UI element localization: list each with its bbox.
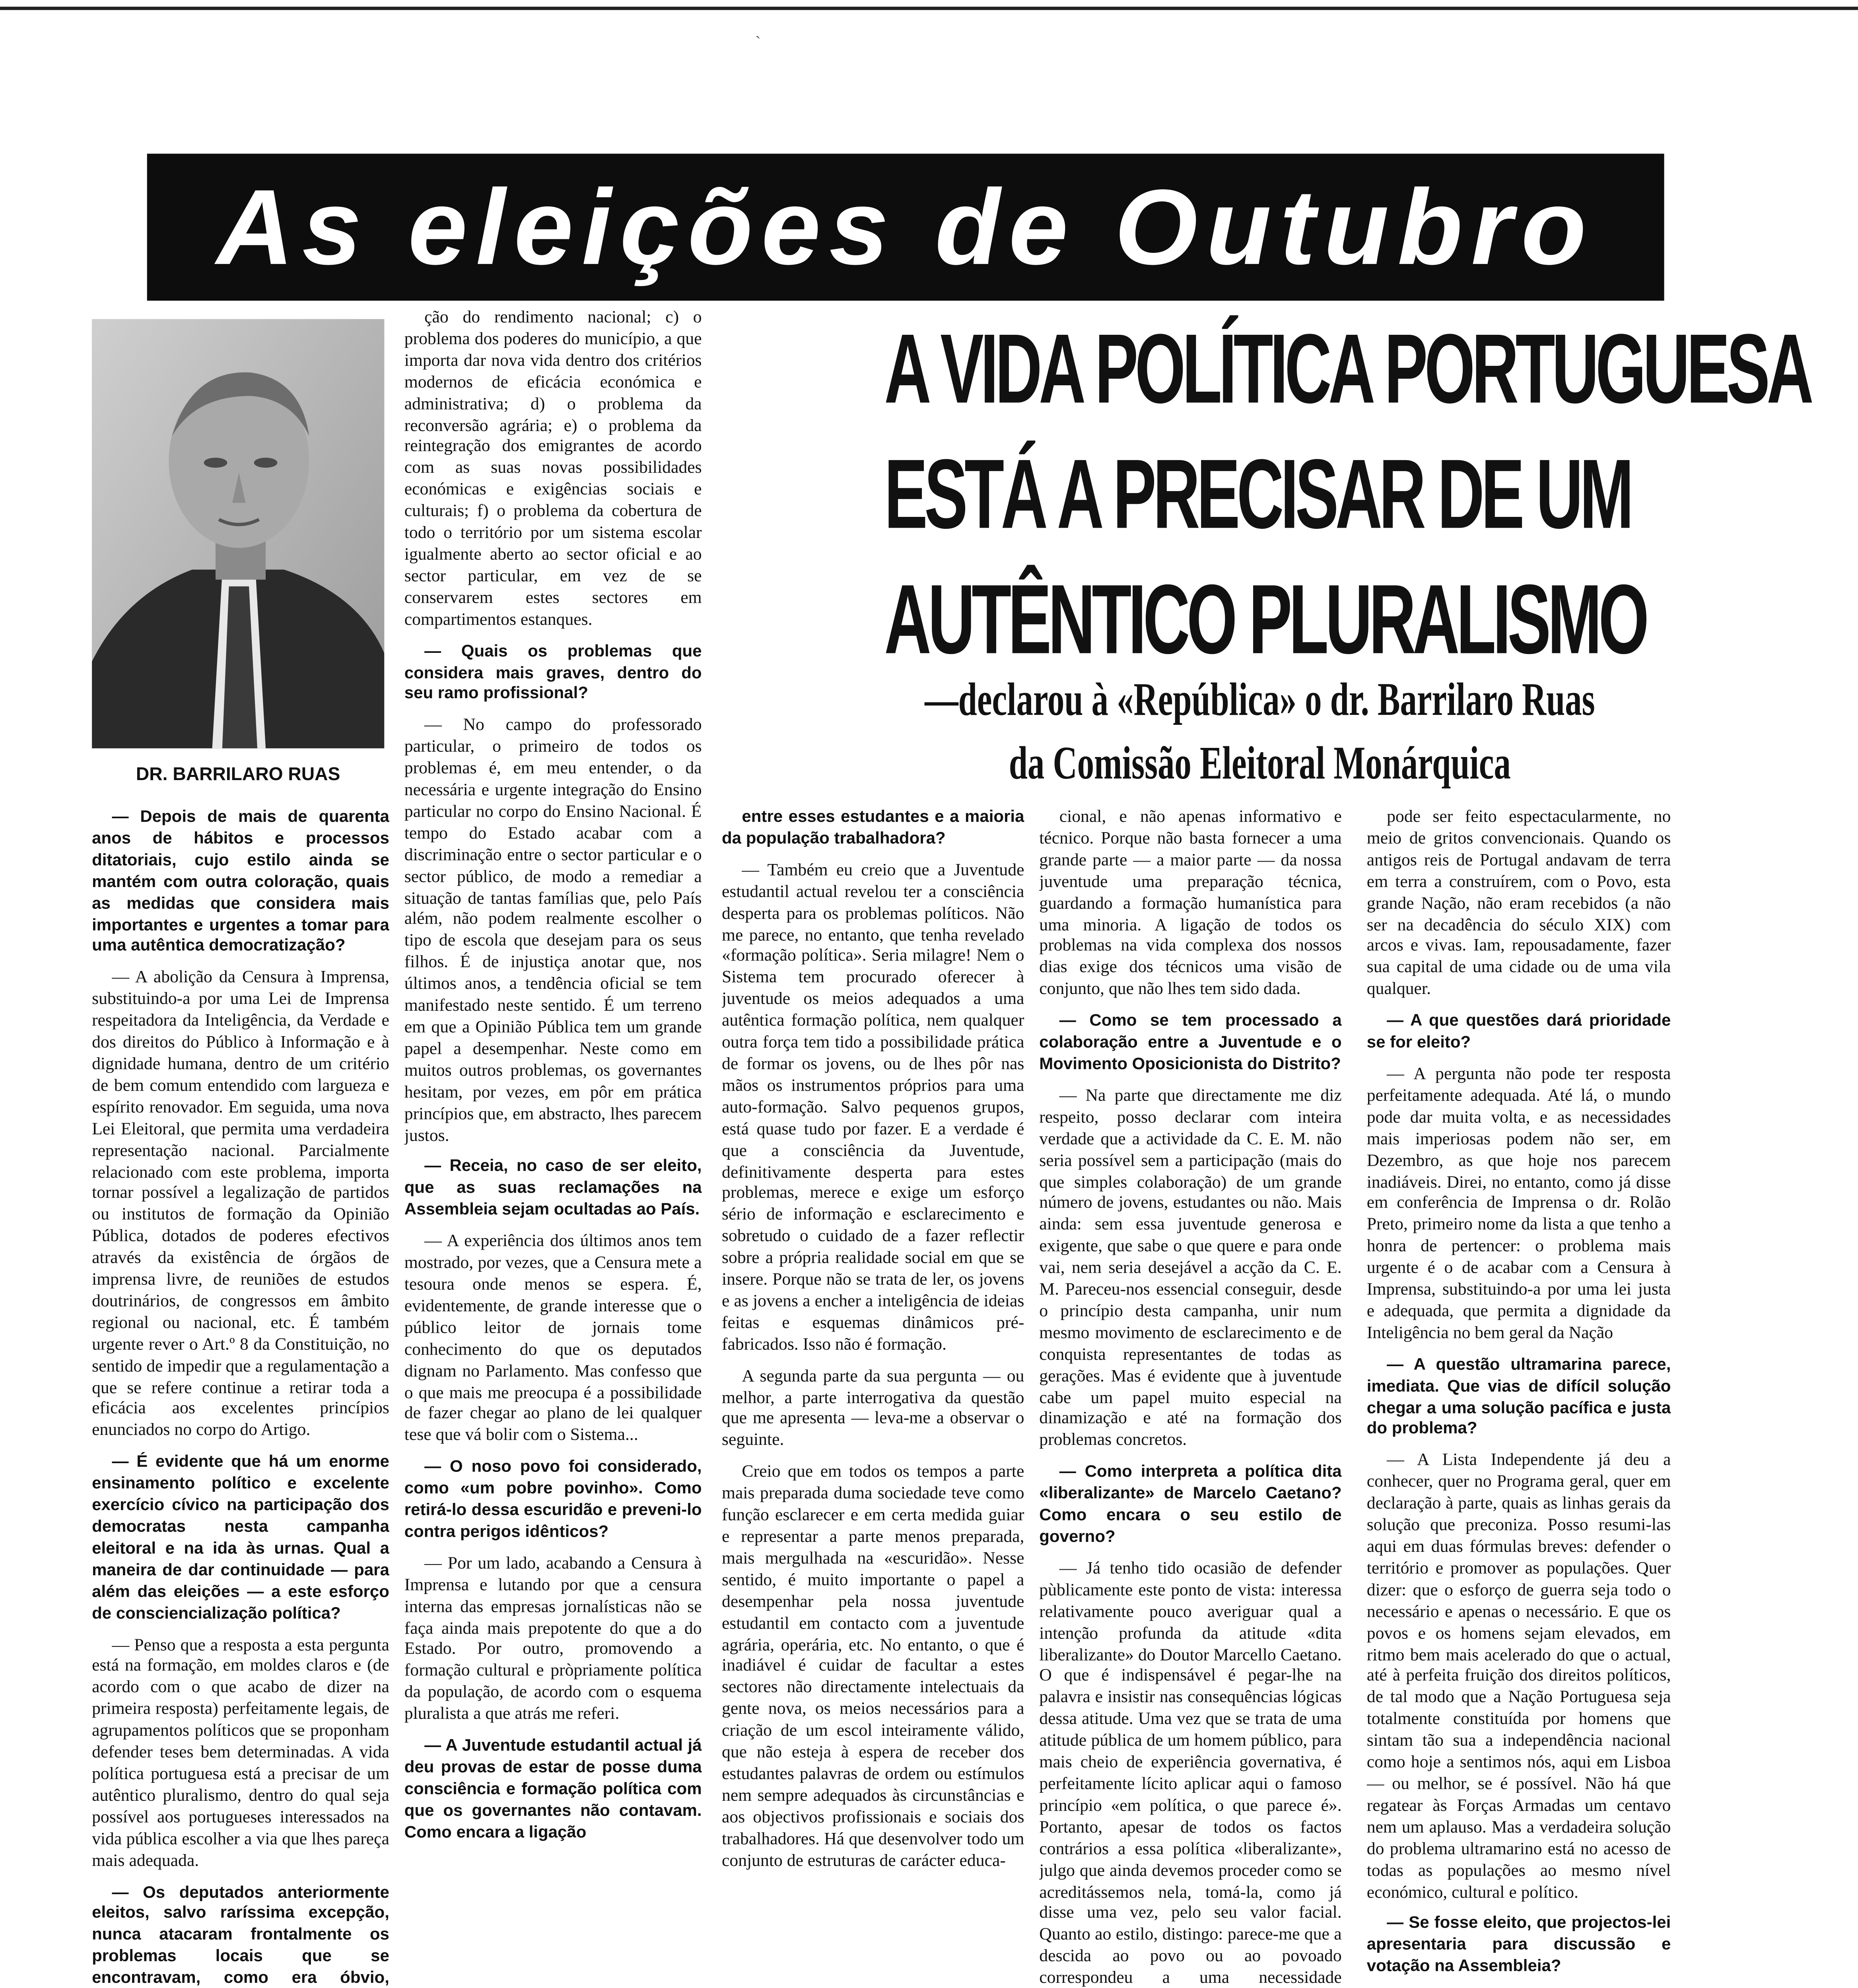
interview-question: — A questão ultramarina parece, imediata. Que vias de difícil solução chegar a uma solução pacífica e justa do problema? (1366, 1356, 1671, 1439)
article-paragraph: ção do rendimento nacional; c) o problema dos poderes do município, a que importa dar nova vida dentro dos critérios modernos de eficácia económica e administrativa; d) o problema da reconversão agrária; e) o problema da reintegração dos emigrantes de acordo com as suas novas possibilidades económicas e exigências sociais e culturais; f) o problema da cobertura de todo o território por um sistema escolar igualmente aberto ao sector oficial e ao sector particular, em vez de se conservarem estes sectores em compartimentos estanques. (404, 309, 702, 629)
portrait-photo (92, 319, 384, 748)
article-paragraph: Creio que em todos os tempos a parte mais preparada duma sociedade teve como função esclarecer e em certa medida guiar e representar a parte menos preparada, mais mergulhada na «escuridão». Nesse sentido, é muito importante o papel a desempenhar pela nossa juventude estudantil em contacto com a juventude agrária, operária, etc. No entanto, o que é inadiável é cuidar de facultar a estes sectores não directamente intelectuais da gente nova, os meios necessários para a criação de um escol inteiramente válido, que não esteja à espera de receber dos estudantes palavras de ordem ou estímulos nem sempre adequados às circunstâncias e aos objectivos profissionais e sociais dos trabalhadores. Há que desenvolver todo um conjunto de estruturas de carácter educa- (722, 1464, 1024, 1870)
article-paragraph: — A experiência dos últimos anos tem mostrado, por vezes, que a Censura mete a tesoura onde menos se espera. É, evidentemente, de grande interesse que o público leitor de jornais tome conhecimento do que os deputados dignam no Parlamento. Mas confesso que o que mais me preocupa é a possibilidade de fazer chegar ao plano de lei qualquer tese que vá bolir com o Sistema... (404, 1233, 702, 1446)
headline-line-1: A VIDA POLÍTICA PORTUGUESA (884, 314, 1811, 425)
photo-caption: DR. BARRILARO RUAS (136, 765, 340, 785)
interview-question: — O noso povo foi considerado, como «um pobre povinho». Como retirá-lo dessa escuridão e preveni-lo contra perigos idênticos? (404, 1458, 702, 1542)
article-paragraph: — A Lista Independente já deu a conhecer, quer no Programa geral, quer em declaração à parte, quais as linhas gerais da solução que preconiza. Posso resumi-las aqui em duas fórmulas breves: defender o território e promover as populações. Quer dizer: que o esforço de guerra seja todo o necessário e apenas o necessário. E que os povos e os homens sejam elevados, em ritmo bem mais acelerado do que o actual, até à perfeita fruição dos direitos políticos, de tal modo que a Nação Portuguesa seja totalmente constituída por homens que sintam tão sua a independência nacional como hoje a sentimos nós, aqui em Lisboa — ou melhor, se é possível. Não há que regatear às Forças Armadas um centavo nem um aplauso. Mas a verdadeira solução do problema ultramarino está no acesso de todas as populações ao mesmo nível económico, cultural e político. (1366, 1452, 1671, 1902)
article-paragraph: A segunda parte da sua pergunta — ou melhor, a parte interrogativa da questão que me apresenta — leva-me a observar o seguinte. (722, 1367, 1024, 1451)
article-paragraph: — A abolição da Censura à Imprensa, substituindo-a por uma Lei de Imprensa respeitadora da Inteligência, da Verdade e dos direitos do Público à Informação e à dignidade humana, dentro de um critério de bem comum entendido com largueza e espírito renovador. Em seguida, uma nova Lei Eleitoral, que permita uma verdadeira representação nacional. Parcialmente relacionado com este problema, importa tornar possível a legalização de partidos ou institutos de formação da Opinião Pública, dotados de poderes efectivos através da existência de órgãos de imprensa livre, de reuniões de estudos doutrinários, de congressos em âmbito regional ou nacional, etc. É também urgente rever o Art.º 8 da Constituição, no sentido de impedir que a regulamentação a que se refere continue a retirar toda a eficácia aos excelentes princípios enunciados no corpo do Artigo. (92, 969, 389, 1441)
article-paragraph: — Já tenho tido ocasião de defender pùblicamente este ponto de vista: interessa relativamente pouco averiguar qual a intenção profunda da atitude «dita liberalizante» do Doutor Marcello Caetano. O que é indispensável é pegar-lhe na palavra e insistir nas consequências lógicas dessa atitude. Uma vez que se trata de uma atitude pública de um homem público, para mais cheio de experiência governativa, é perfeitamente lícito aplicar aqui o famoso princípio «em política, o que parece é». Portanto, apesar de todos os factos contrários a essa política «liberalizante», julgo que ainda devemos proceder como se acreditássemos nela, tomá-la, como já disse uma vez, pelo seu valor facial. Quanto ao estilo, distingo: parece-me que a descida ao povo ou ao povoado correspondeu a uma necessidade (1039, 1560, 1342, 1988)
interview-question: — Os deputados anteriormente eleitos, salvo raríssima excepção, nunca atacaram frontalmente os problemas locais que se encontravam, como era óbvio, (92, 1883, 389, 1988)
article-paragraph: pode ser feito espectacularmente, no meio de gritos convencionais. Quando os antigos reis de Portugal andavam de terra em terra a construírem, com o Povo, esta grande Nação, não eram recebidos (a não ser na decadência do século XIX) com arcos e vivas. Iam, repousadamente, fazer sua capital de uma cidade ou de uma vila qualquer. (1366, 808, 1671, 1000)
interview-question: — A Juventude estudantil actual já deu provas de estar de posse duma consciência e formação política com que os governantes não contavam. Como encara a ligação (404, 1737, 702, 1842)
scan-mark: ˎ (755, 21, 761, 40)
article-paragraph: — Também eu creio que a Juventude estudantil actual revelou ter a consciência desperta para os problemas políticos. Não me parece, no entanto, que tenha revelado «formação política». Seria milagre! Nem o Sistema tem procurado oferecer à juventude os meios adequados a uma autêntica formação política, nem qualquer outra força tem tido a possibilidade prática de formar os jovens, ou de lhes pôr nas mãos os instrumentos próprios para uma auto-formação. Salvo pequenos grupos, está quase tudo por fazer. E a verdade é que a consciência da Juventude, definitivamente desperta para estes problemas, merece e exige um esforço sério de informação e esclarecimento e sobretudo o cuidado de a fazer reflectir sobre a própria realidade social em que se insere. Porque não se trata de ler, os jovens e as jovens a encher a inteligência de ideias feitas e esquemas dinâmicos pré-fabricados. Isso não é formação. (722, 862, 1024, 1355)
article-column-3 (722, 808, 1024, 1988)
article-column-4 (1039, 808, 1341, 1988)
interview-question: — A que questões dará prioridade se for eleito? (1366, 1012, 1671, 1053)
interview-question: entre esses estudantes e a maioria da população trabalhadora? (722, 808, 1024, 848)
article-paragraph: — A pergunta não pode ter resposta perfeitamente adequada. Até lá, o mundo pode dar muita volta, e as necessidades mais imperiosas podem não ser, em Dezembro, as que hoje nos parecem inadiáveis. Direi, no entanto, como já disse em conferência de Imprensa o dr. Rolão Preto, primeiro nome da lista a que tenho a honra de pertencer: o problema mais urgente é o de acabar com a Censura à Imprensa, substituindo-a por uma lei justa e adequada, que permita a dignidade da Inteligência no bem geral da Nação (1366, 1066, 1671, 1343)
headline (722, 314, 1811, 675)
interview-question: — Se fosse eleito, que projectos-lei apresentaria para discussão e votação na Assembleia? (1366, 1915, 1671, 1977)
interview-question: — É evidente que há um enorme ensinamento político e excelente exercício cívico na participação dos democratas nesta campanha eleitoral e na ida às urnas. Qual a maneira de dar continuidade — para além das eleições — a este esforço de consciencialização política? (92, 1454, 389, 1623)
portrait-image (92, 319, 384, 748)
article-column-2 (404, 309, 702, 1988)
interview-question: — Receia, no caso de ser eleito, que as suas reclamações na Assembleia sejam ocultadas ao País. (404, 1158, 702, 1220)
headline-line-3: AUTÊNTICO PLURALISMO (884, 565, 1646, 675)
interview-question: — Como se tem processado a colaboração entre a Juventude e o Movimento Oposicionista do Distrito? (1039, 1012, 1342, 1074)
interview-question: — Como interpreta a política dita «liberalizante» de Marcelo Caetano? Como encara o seu estilo de governo? (1039, 1464, 1342, 1547)
article-paragraph: — Na parte que directamente me diz respeito, posso declarar com inteira verdade que a actividade da C. E. M. não seria possível sem a participação (mais do que simples colaboração) de um grande número de jovens, estudantes ou não. Mais ainda: sem essa juventude generosa e exigente, que sabe o que quere e para onde vai, nem seria desejável a acção da C. E. M. Pareceu-nos essencial conseguir, desde o princípio desta campanha, unir num mesmo movimento de esclarecimento e de conquista representantes de todas as gerações. Mas é evidente que à juventude cabe um papel muito especial na dinamização e até na formação dos problemas concretos. (1039, 1087, 1342, 1451)
subheadline-1: —declarou à «República» o dr. Barrilaro Ruas (925, 675, 1595, 727)
interview-question: — Quais os problemas que considera mais graves, dentro do seu ramo profissional? (404, 642, 702, 704)
section-banner (147, 154, 1664, 301)
article-column-5 (1367, 808, 1671, 1988)
article-paragraph: — Por um lado, acabando a Censura à Imprensa e lutando por que a censura interna das empresas jornalísticas não se faça ainda mais prepotente do que a do Estado. Por outro, promovendo a formação cultural e pròpriamente política da população, de acordo com o esquema pluralista a que atrás me referi. (404, 1555, 702, 1724)
article-column-1 (92, 808, 389, 1988)
top-rule (0, 7, 1858, 10)
banner-title: As eleições de Outubro (216, 167, 1595, 287)
article-paragraph: — No campo do professorado particular, o primeiro de todos os problemas é, em meu entender, o da necessária e urgente integração do Ensino particular no corpo do Ensino Nacional. É tempo do Estado acabar com a discriminação entre o sector particular e o sector público, de modo a remediar a situação de tantas famílias que, pelo País além, não podem realmente escolher o tipo de escola que desejam para os seus filhos. É de injustiça anotar que, nos últimos anos, a tendência oficial se tem manifestado neste sentido. É um terreno em que a Opinião Pública tem um grande papel a desempenhar. Neste como em muitos outros problemas, os governantes hesitam, por vezes, em pôr em prática princípios que, em abstracto, lhes parecem justos. (404, 717, 702, 1145)
interview-question: — Depois de mais de quarenta anos de hábitos e processos ditatoriais, cujo estilo ainda se mantém com outra coloração, quais as medidas que considera mais importantes e urgentes a tomar para uma autêntica democratização? (92, 808, 389, 957)
headline-line-2: ESTÁ A PRECISAR DE UM (884, 439, 1631, 550)
subheadline-2: da Comissão Eleitoral Monárquica (1009, 738, 1511, 790)
article-paragraph: — Penso que a resposta a esta pergunta está na formação, em moldes claros e (de acordo com o que acabo de dizer na primeira resposta) perfeitamente legais, de agrupamentos políticos que se proponham defender teses bem determinadas. A vida política portuguesa está a precisar de um autêntico pluralismo, dentro do qual seja possível aos portugueses interessados na vida pública escolher a via que lhes pareça mais adequada. (92, 1636, 389, 1870)
article-paragraph: cional, e não apenas informativo e técnico. Porque não basta fornecer a uma grande parte — a maior parte — da nossa juventude uma preparação técnica, guardando a formação humanística para uma minoria. A ligação de todos os problemas na vida complexa dos nossos dias exige dos técnicos uma visão de conjunto, que não lhes tem sido dada. (1039, 808, 1342, 1000)
